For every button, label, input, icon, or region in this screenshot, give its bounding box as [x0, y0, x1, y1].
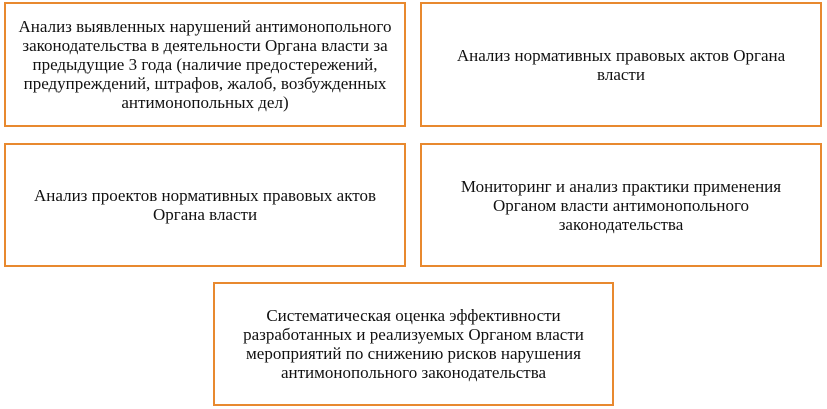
box-practice-monitoring [420, 143, 822, 267]
box-practice-monitoring-text: Мониторинг и анализ практики применения Органом власти антимонопольного законодательства [460, 176, 782, 234]
box-regulatory-acts-analysis [420, 2, 822, 127]
box-draft-acts-analysis [4, 143, 406, 267]
box-violations-analysis [4, 2, 406, 127]
box-regulatory-acts-analysis-text: Анализ нормативных правовых актов Органа власти [456, 45, 786, 84]
box-effectiveness-assessment-text: Систематическая оценка эффективности разработанных и реализуемых Органом власти мероприятий по снижению рисков нарушения антимонопольного законодательства [243, 306, 584, 382]
box-violations-analysis-text: Анализ выявленных нарушений антимонопольного законодательства в деятельности Органа власти за предыдущие 3 года (наличие предостережений, предупреждений, штрафов, жалоб, возбужденных антимонопольных дел) [18, 17, 392, 112]
box-effectiveness-assessment [213, 282, 614, 406]
box-draft-acts-analysis-text: Анализ проектов нормативных правовых актов Органа власти [34, 186, 376, 224]
